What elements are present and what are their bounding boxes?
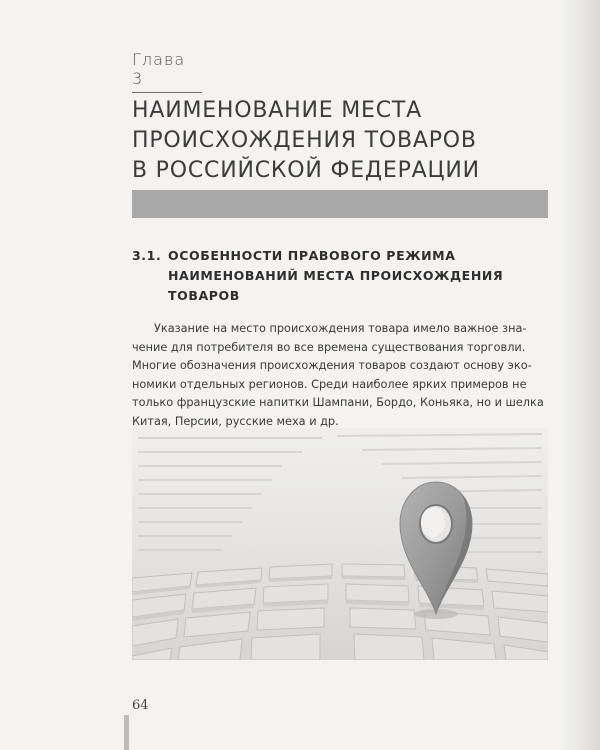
chapter-label: Глава 3	[132, 50, 202, 93]
chapter-title-line: НАИМЕНОВАНИЕ МЕСТА	[132, 98, 422, 123]
body-paragraph	[132, 320, 544, 432]
chapter-divider-bar	[132, 190, 548, 218]
page-edge-mark	[124, 715, 129, 750]
section-title-line: НАИМЕНОВАНИЙ МЕСТА ПРОИСХОЖДЕНИЯ	[168, 268, 504, 283]
body-line: Китая, Персии, русские меха и др.	[132, 414, 339, 428]
section-title	[168, 246, 548, 306]
page-number: 64	[132, 698, 149, 713]
chapter-title-line: В РОССИЙСКОЙ ФЕДЕРАЦИИ	[132, 158, 480, 183]
body-line: Многие обозначения происхождения товаров создают основу эко-	[132, 359, 532, 373]
chapter-title-line: ПРОИСХОЖДЕНИЯ ТОВАРОВ	[132, 128, 477, 153]
section-title-line: ТОВАРОВ	[168, 288, 240, 303]
page-edge-shadow	[558, 0, 600, 750]
illustration-svg	[132, 428, 548, 660]
body-line: номики отдельных регионов. Среди наиболее ярких примеров не	[132, 377, 527, 391]
location-pin-illustration	[132, 428, 548, 660]
body-line: Указание на место происхождения товара имело важное зна-	[154, 322, 527, 335]
chapter-title	[132, 96, 552, 186]
body-line: чение для потребителя во все времена существования торговли.	[132, 340, 526, 354]
section-number: 3.1.	[132, 248, 162, 263]
body-line: только французские напитки Шампани, Бордо, Коньяка, но и шелка	[132, 396, 544, 410]
section-title-line: ОСОБЕННОСТИ ПРАВОВОГО РЕЖИМА	[168, 248, 456, 263]
